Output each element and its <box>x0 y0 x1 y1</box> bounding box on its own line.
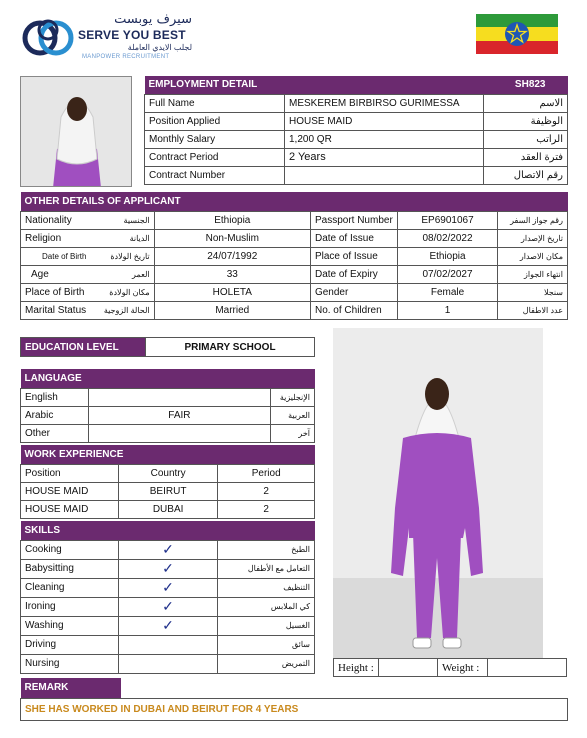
table-row <box>145 166 568 184</box>
skill-label-arabic: التنظيف <box>218 578 315 597</box>
row-label: Other <box>21 424 89 442</box>
table-row <box>21 406 315 424</box>
place-of-issue-value: Ethiopia <box>397 247 497 265</box>
row-label-arabic: العمر <box>90 265 154 283</box>
row-label: Contract Period <box>145 148 285 166</box>
row-label: Full Name <box>145 94 285 112</box>
salary-value: 1,200 QR <box>285 130 484 148</box>
date-of-expiry-value: 07/02/2027 <box>397 265 497 283</box>
skill-label-arabic: كي الملابس <box>218 597 315 616</box>
language-title: LANGUAGE <box>24 372 82 384</box>
education-level-table <box>20 337 315 357</box>
row-label: Monthly Salary <box>145 130 285 148</box>
work-country: BEIRUT <box>118 482 218 500</box>
employment-detail-title: EMPLOYMENT DETAIL <box>148 79 258 91</box>
nationality-value: Ethiopia <box>154 211 310 229</box>
place-of-birth-value: HOLETA <box>154 283 310 301</box>
full-name-value: MESKEREM BIRBIRSO GURIMESSA <box>285 94 484 112</box>
english-level-value <box>88 388 270 406</box>
education-level-value: PRIMARY SCHOOL <box>146 338 315 357</box>
company-logo <box>22 12 192 64</box>
row-label: Contract Number <box>145 166 285 184</box>
skill-label-arabic: التعامل مع الأطفال <box>218 559 315 578</box>
marital-status-value: Married <box>154 301 310 319</box>
row-label: Place of Issue <box>310 247 397 265</box>
skill-check-icon: ✓ <box>118 578 217 597</box>
row-label: Religion <box>21 229 91 247</box>
row-label-arabic: الوظيفة <box>484 112 568 130</box>
row-label-arabic: رقم جواز السفر <box>498 211 568 229</box>
skill-label-arabic: سائق <box>218 635 315 654</box>
work-experience-title: WORK EXPERIENCE <box>24 448 124 460</box>
table-row <box>21 424 315 442</box>
table-row <box>21 654 315 673</box>
row-label-arabic: الحالة الزوجية <box>90 301 154 319</box>
skill-label: Cleaning <box>21 578 119 597</box>
weight-value <box>487 659 566 677</box>
other-details-title: OTHER DETAILS OF APPLICANT <box>24 195 181 207</box>
row-label-arabic: الراتب <box>484 130 568 148</box>
arabic-level-value: FAIR <box>88 406 270 424</box>
date-of-birth-value: 24/07/1992 <box>154 247 310 265</box>
skill-label: Nursing <box>21 654 119 673</box>
date-of-issue-value: 08/02/2022 <box>397 229 497 247</box>
table-row <box>145 148 568 166</box>
applicant-full-body-photo <box>333 328 543 658</box>
remark-title: REMARK <box>21 678 121 698</box>
ethiopia-flag-icon <box>476 14 558 54</box>
skill-check-icon: ✓ <box>118 559 217 578</box>
row-label: English <box>21 388 89 406</box>
work-period: 2 <box>218 482 315 500</box>
row-label: No. of Children <box>310 301 397 319</box>
skill-label: Washing <box>21 616 119 635</box>
work-experience-table <box>20 445 315 519</box>
logo-english: SERVE YOU BEST <box>78 28 186 42</box>
skill-check-icon: ✓ <box>118 597 217 616</box>
row-label: Position Applied <box>145 112 285 130</box>
skill-label: Driving <box>21 635 119 654</box>
gender-value: Female <box>397 283 497 301</box>
skill-label-arabic: الطبخ <box>218 540 315 559</box>
row-label-arabic: العربية <box>271 406 315 424</box>
remark-table <box>20 678 568 721</box>
row-label-arabic: فترة العقد <box>484 148 568 166</box>
logo-arabic-sub: لجلب الايدي العاملة <box>127 43 192 52</box>
contract-period-value: 2 Years <box>285 148 484 166</box>
row-label: Passport Number <box>310 211 397 229</box>
remark-header-spacer <box>121 678 568 698</box>
row-label-arabic: سنجلا <box>498 283 568 301</box>
religion-value: Non-Muslim <box>154 229 310 247</box>
reference-number: SH823 <box>514 79 546 91</box>
row-label-arabic: رقم الاتصال <box>484 166 568 184</box>
row-label-arabic: مكان الولادة <box>90 283 154 301</box>
row-label-arabic: تاريخ الإصدار <box>498 229 568 247</box>
skill-label: Ironing <box>21 597 119 616</box>
height-label: Height : <box>334 659 379 677</box>
column-header: Period <box>218 464 315 482</box>
employment-detail-table <box>144 76 568 185</box>
work-country: DUBAI <box>118 500 218 518</box>
skill-check-empty <box>118 635 217 654</box>
row-label: Date of Expiry <box>310 265 397 283</box>
table-row <box>21 388 315 406</box>
column-header: Country <box>118 464 218 482</box>
table-row <box>21 540 315 559</box>
skill-check-empty <box>118 654 217 673</box>
position-value: HOUSE MAID <box>285 112 484 130</box>
skill-label-arabic: الغسيل <box>218 616 315 635</box>
table-row <box>21 247 568 265</box>
passport-number-value: EP6901067 <box>397 211 497 229</box>
skill-label: Babysitting <box>21 559 119 578</box>
table-row <box>145 94 568 112</box>
table-row <box>21 616 315 635</box>
work-period: 2 <box>218 500 315 518</box>
table-row <box>21 500 315 518</box>
row-label-arabic: مكان الاصدار <box>498 247 568 265</box>
row-label: Age <box>21 265 91 283</box>
skill-check-icon: ✓ <box>118 540 217 559</box>
table-row <box>21 265 568 283</box>
language-table <box>20 369 315 443</box>
row-label: Nationality <box>21 211 91 229</box>
other-language-value <box>88 424 270 442</box>
remark-text: SHE HAS WORKED IN DUBAI AND BEIRUT FOR 4 YEARS <box>21 698 568 720</box>
table-row <box>21 559 315 578</box>
row-label: Marital Status <box>21 301 91 319</box>
row-label: Arabic <box>21 406 89 424</box>
row-label-arabic: الاسم <box>484 94 568 112</box>
row-label-arabic: الإنجليزية <box>271 388 315 406</box>
weight-label: Weight : <box>438 659 488 677</box>
logo-arabic: سيرف يوبست <box>114 12 192 27</box>
skills-table <box>20 521 315 674</box>
work-position: HOUSE MAID <box>21 500 119 518</box>
row-label: Date of Issue <box>310 229 397 247</box>
table-row <box>21 482 315 500</box>
children-value: 1 <box>397 301 497 319</box>
skills-title: SKILLS <box>24 524 61 536</box>
row-label-arabic: الجنسية <box>90 211 154 229</box>
table-row <box>21 635 315 654</box>
row-label: Date of Birth <box>21 247 91 265</box>
skill-label-arabic: التمريض <box>218 654 315 673</box>
row-label-arabic: عدد الاطفال <box>498 301 568 319</box>
skill-label: Cooking <box>21 540 119 559</box>
table-row <box>21 283 568 301</box>
row-label-arabic: تاريخ الولادة <box>90 247 154 265</box>
age-value: 33 <box>154 265 310 283</box>
table-header-row <box>21 464 315 482</box>
contract-number-value <box>285 166 484 184</box>
height-value <box>378 659 437 677</box>
logo-emblem-icon <box>22 14 74 62</box>
table-row <box>145 130 568 148</box>
row-label: Gender <box>310 283 397 301</box>
skill-check-icon: ✓ <box>118 616 217 635</box>
row-label-arabic: آخر <box>271 424 315 442</box>
measurements-table <box>333 658 567 677</box>
table-row <box>145 112 568 130</box>
education-level-label: EDUCATION LEVEL <box>21 338 146 357</box>
other-details-table <box>20 192 568 320</box>
applicant-portrait-photo <box>20 76 132 187</box>
row-label: Place of Birth <box>21 283 91 301</box>
row-label-arabic: انتهاء الجواز <box>498 265 568 283</box>
table-row <box>21 211 568 229</box>
work-position: HOUSE MAID <box>21 482 119 500</box>
logo-tagline: MANPOWER RECRUITMENT <box>82 54 170 60</box>
column-header: Position <box>21 464 119 482</box>
table-row <box>21 301 568 319</box>
row-label-arabic: الديانة <box>90 229 154 247</box>
table-row <box>21 578 315 597</box>
table-row <box>21 229 568 247</box>
table-row <box>21 597 315 616</box>
